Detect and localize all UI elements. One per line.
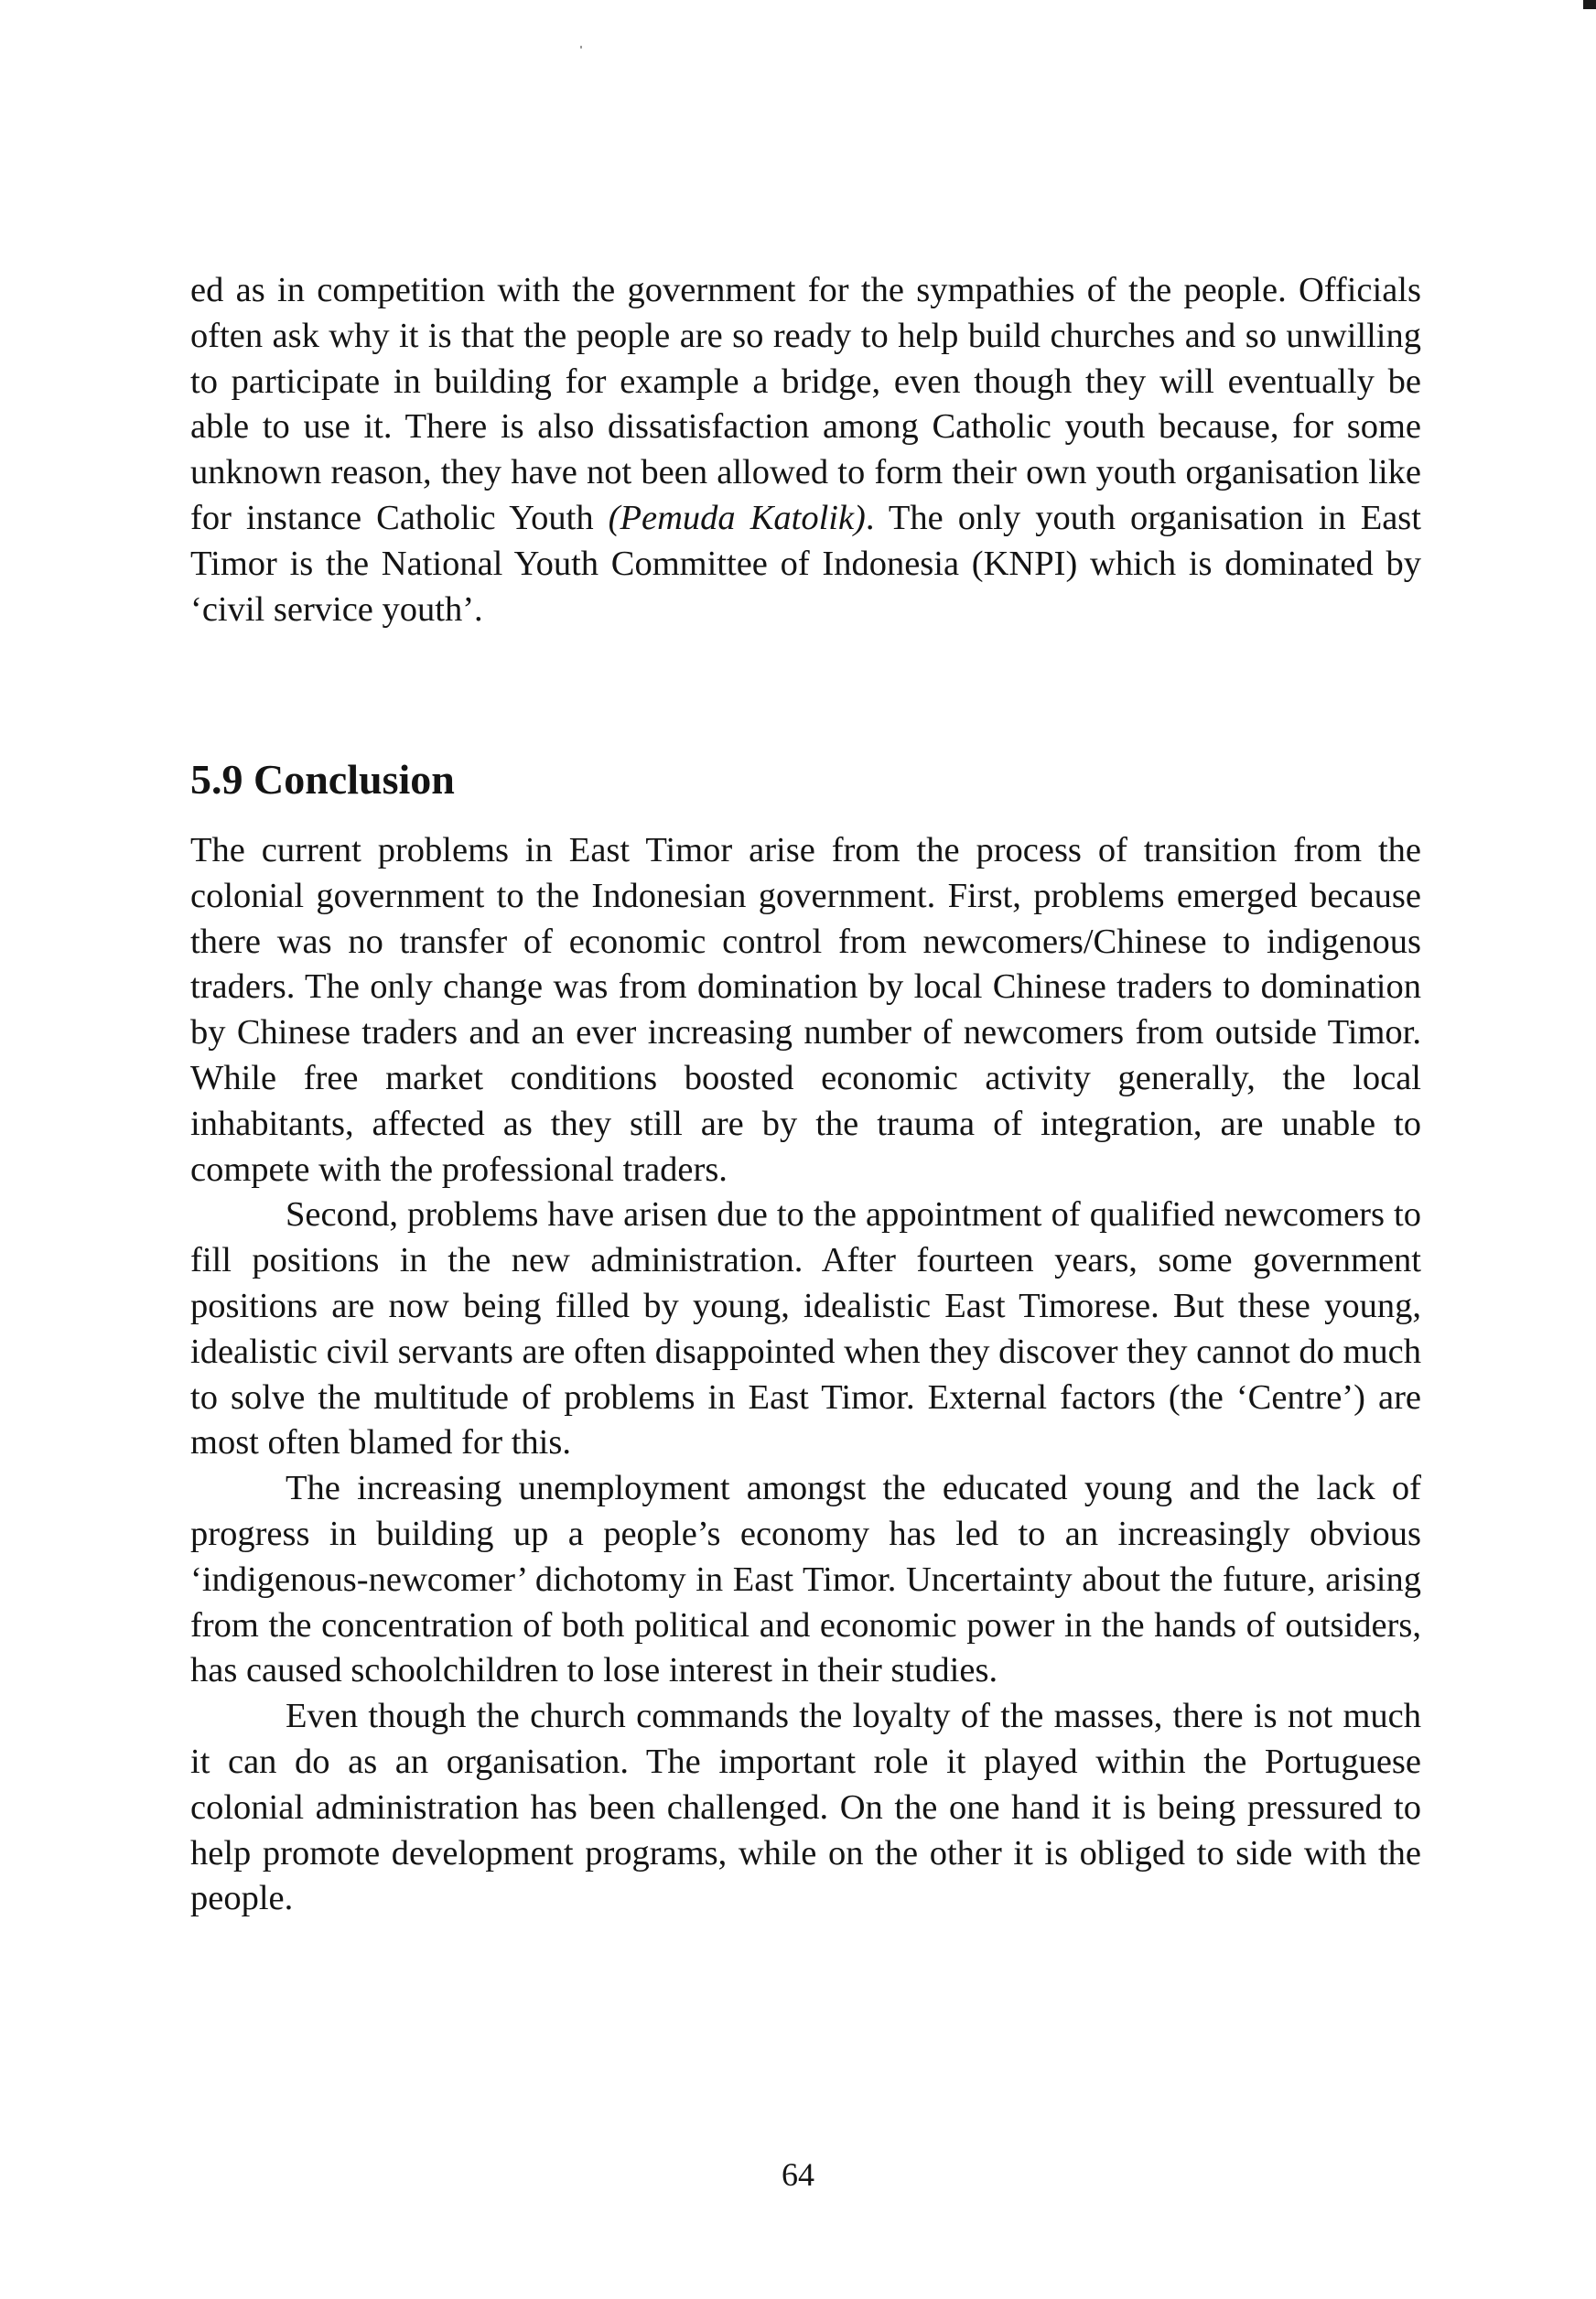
conclusion-paragraph-3: The increasing unemployment amongst the educated young and the lack of progress in building up a people’s economy has led to an increasingly obvious ‘indigenous-newcomer’ dichotomy in East Timor. Uncertainty about the future, arising from the concentration of both political and economic power in the hands of outsiders, has caused schoolchildren to lose interest in their studies. bbox=[190, 1469, 1421, 1690]
continued-paragraph bbox=[190, 268, 1421, 632]
continued-paragraph-start: ed as in competition with the government for the sympathies of the people. Officials often ask why it is that the people are so ready to help build churches and so unwilling to participate in building for example a bridge, even though they will eventually be able to use it. There is also dissatisfaction among Catholic youth because, for some unknown reason, they have not been allowed to form their own youth organisation like for instance Catholic Youth bbox=[190, 271, 1421, 537]
conclusion-body bbox=[190, 828, 1421, 1922]
continued-paragraph-italic-term: (Pemuda Katolik) bbox=[608, 498, 866, 537]
continued-paragraph-end: . The only youth organisation in East Timor is the National Youth Committee of Indonesia (KNPI) which is dominated by ‘civil service youth’. bbox=[190, 498, 1421, 629]
scan-edge-mark bbox=[1583, 0, 1596, 9]
section-heading: 5.9 Conclusion bbox=[190, 756, 455, 803]
page-number: 64 bbox=[782, 2156, 814, 2193]
conclusion-paragraph-1: The current problems in East Timor arise from the process of transition from the colonial government to the Indonesian government. First, problems emerged because there was no transfer of economic control from newcomers/Chinese to indigenous traders. The only change was from domination by local Chinese traders to domination by Chinese traders and an ever increasing number of newcomers from outside Timor. While free market conditions boosted economic activity generally, the local inhabitants, affected as they still are by the trauma of integration, are unable to compete with the professional traders. bbox=[190, 831, 1421, 1189]
conclusion-paragraph-2: Second, problems have arisen due to the appointment of qualified newcomers to fill positions in the new administration. After fourteen years, some government positions are now being filled by young, idealistic East Timorese. But these young, idealistic civil servants are often disappointed when they discover they cannot do much to solve the multitude of problems in East Timor. External factors (the ‘Centre’) are most often blamed for this. bbox=[190, 1195, 1421, 1463]
scan-speck bbox=[580, 46, 582, 49]
continued-paragraph-text bbox=[190, 268, 1421, 632]
conclusion-paragraph-4: Even though the church commands the loyalty of the masses, there is not much it can do as an organisation. The important role it played within the Portuguese colonial administration has been challenged. On the one hand it is being pressured to help promote development programs, while on the other it is obliged to side with the people. bbox=[190, 1697, 1421, 1918]
